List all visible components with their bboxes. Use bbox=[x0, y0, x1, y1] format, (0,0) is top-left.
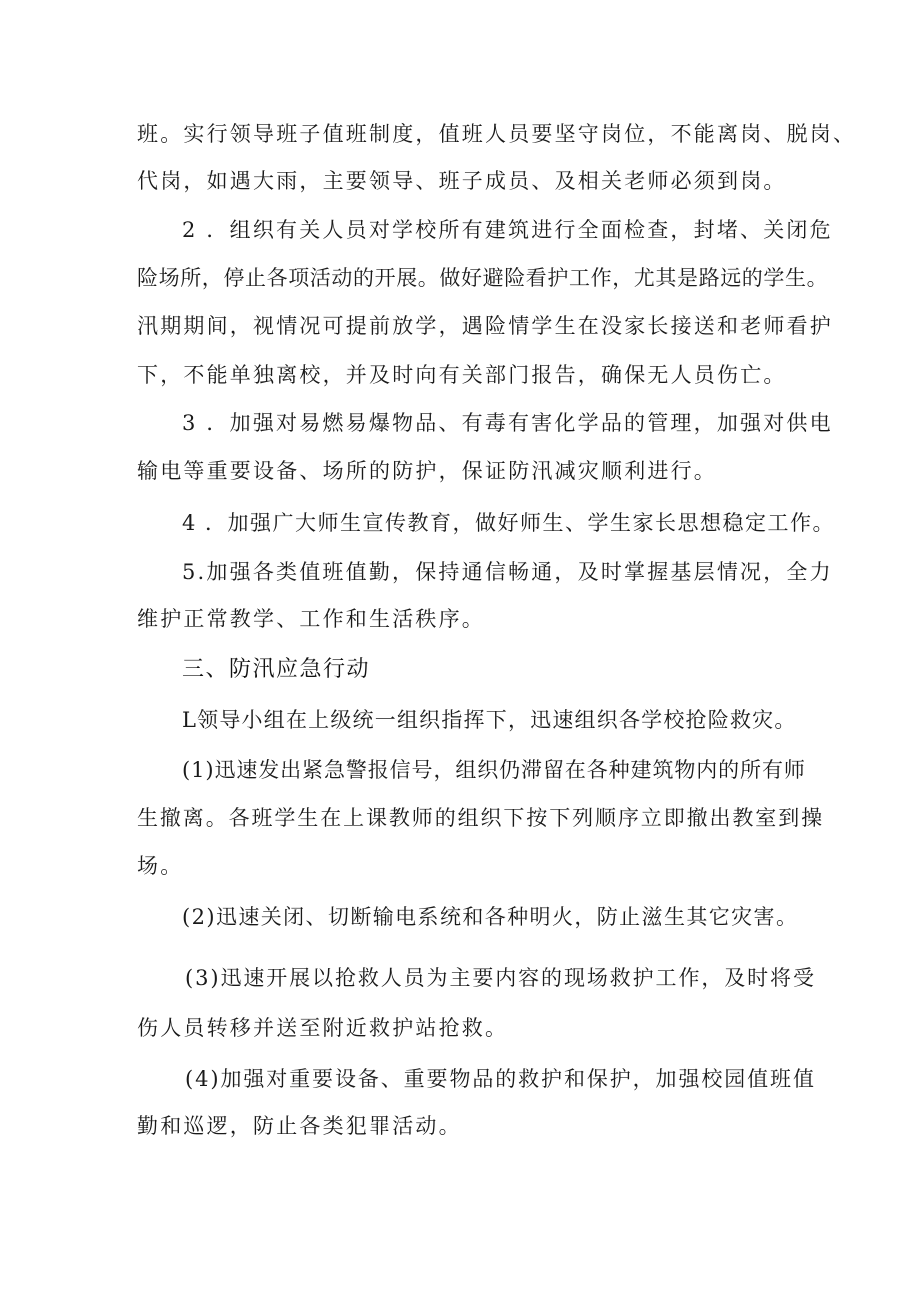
paragraph-line: 汛期期间，视情况可提前放学，遇险情学生在没家长接送和老师看护 bbox=[137, 314, 833, 338]
paragraph-line: (2)迅速关闭、切断输电系统和各种明火，防止滋生其它灾害。 bbox=[182, 905, 799, 929]
section-heading: 三、防汛应急行动 bbox=[182, 657, 371, 682]
paragraph-line: (4)加强对重要设备、重要物品的救护和保护，加强校园值班值 bbox=[185, 1067, 816, 1091]
paragraph-line: 维护正常教学、工作和生活秩序。 bbox=[137, 607, 485, 631]
paragraph-line: 4 ．加强广大师生宣传教育，做好师生、学生家长思想稳定工作。 bbox=[182, 511, 836, 535]
paragraph-line: 生撤离。各班学生在上课教师的组织下按下列顺序立即撤出教室到操 bbox=[137, 806, 824, 830]
paragraph-line: (1)迅速发出紧急警报信号，组织仍滞留在各种建筑物内的所有师 bbox=[182, 758, 806, 782]
paragraph-line: 下，不能单独离校，并及时向有关部门报告，确保无人员伤亡。 bbox=[137, 363, 787, 387]
paragraph-line: 输电等重要设备、场所的防护，保证防汛减灾顺利进行。 bbox=[137, 459, 717, 483]
paragraph-line: 代岗，如遇大雨，主要领导、班子成员、及相关老师必须到岗。 bbox=[137, 169, 787, 193]
paragraph-line: (3)迅速开展以抢救人员为主要内容的现场救护工作，及时将受 bbox=[185, 966, 816, 990]
paragraph-line: 班。实行领导班子值班制度，值班人员要坚守岗位，不能离岗、脱岗、 bbox=[137, 122, 857, 146]
paragraph-line: 2 ．组织有关人员对学校所有建筑进行全面检查，封堵、关闭危 bbox=[182, 218, 833, 242]
paragraph-line: 5.加强各类值班值勤，保持通信畅通，及时掌握基层情况，全力 bbox=[182, 560, 833, 584]
paragraph-line: 场。 bbox=[137, 854, 184, 878]
paragraph-line: 伤人员转移并送至附近救护站抢救。 bbox=[137, 1016, 509, 1040]
paragraph-line: 险场所，停止各项活动的开展。做好避险看护工作，尤其是路远的学生。 bbox=[137, 266, 829, 290]
paragraph-line: L领导小组在上级统一组织指挥下，迅速组织各学校抢险救灾。 bbox=[182, 708, 797, 732]
paragraph-line: 勤和巡逻，防止各类犯罪活动。 bbox=[137, 1114, 462, 1138]
paragraph-line: 3 ．加强对易燃易爆物品、有毒有害化学品的管理，加强对供电 bbox=[182, 411, 833, 435]
